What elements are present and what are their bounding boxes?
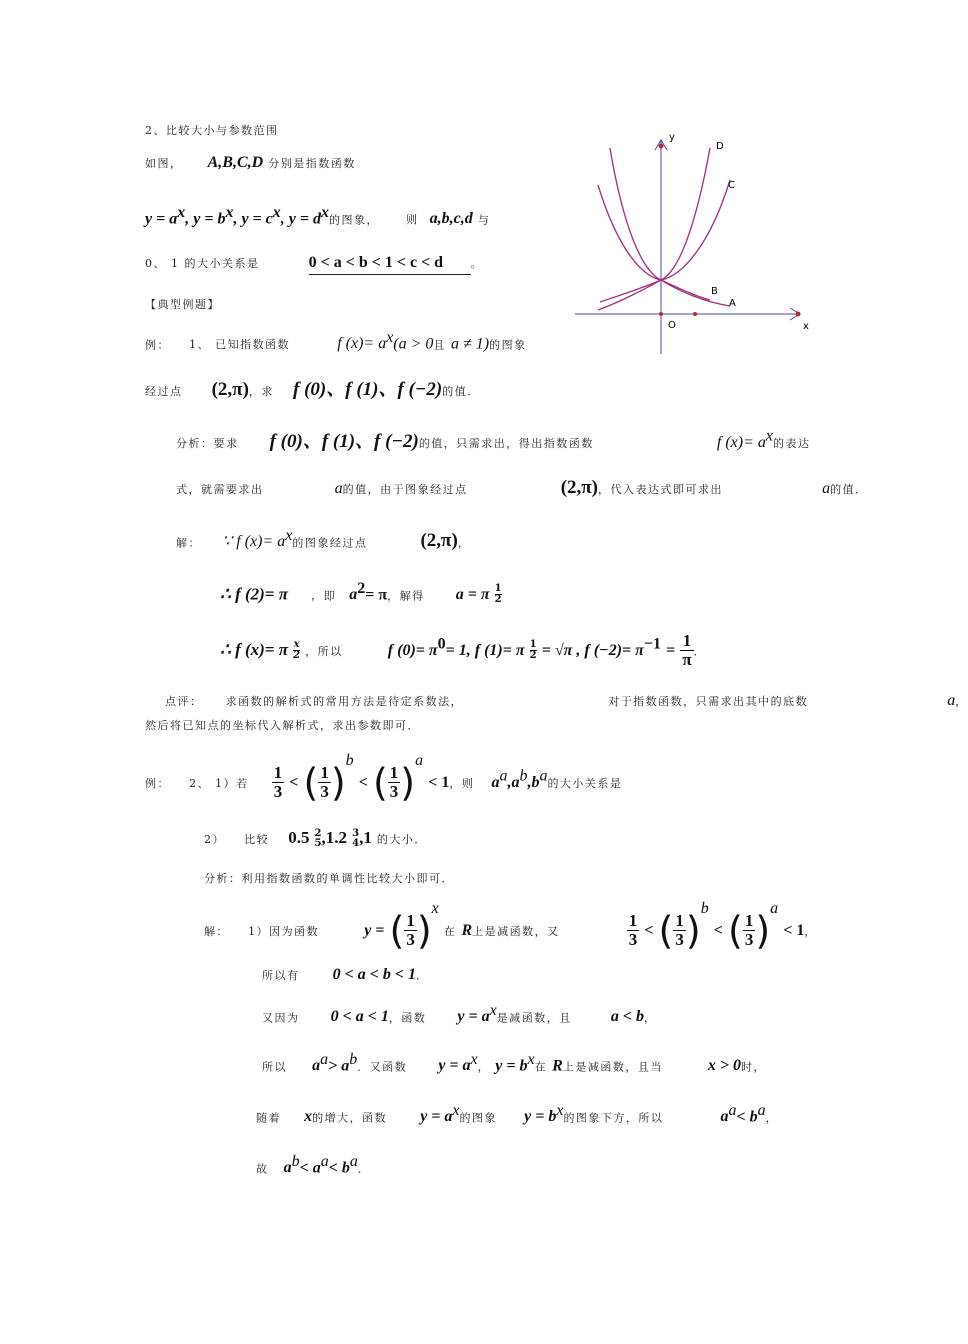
text: ．又函数 — [357, 1060, 408, 1074]
text: 所以 — [262, 1060, 287, 1074]
text: 求函数的解析式的常用方法是待定系数法， — [225, 695, 464, 708]
sup: −1 — [643, 635, 662, 653]
sup: b — [349, 1051, 358, 1068]
text: 1）因为函数 — [248, 925, 320, 938]
den: 3 — [628, 930, 638, 949]
math: a — [334, 480, 343, 497]
left-paren: ( — [658, 908, 674, 953]
den: 3 — [389, 782, 399, 801]
curve-label-c: C — [728, 180, 735, 191]
num: 1 — [529, 639, 537, 650]
unit-dot — [693, 312, 697, 316]
left-paren: ( — [728, 908, 743, 953]
sup: x — [452, 1102, 460, 1119]
sup: x — [556, 1102, 564, 1119]
text: ， — [477, 1060, 491, 1074]
sup: x — [765, 427, 774, 445]
sup: a — [539, 767, 548, 785]
x-axis-label: x — [803, 321, 809, 332]
den: 3 — [675, 930, 684, 949]
math: a — [491, 774, 500, 791]
text: ， — [457, 536, 471, 550]
text: 又因为 — [262, 1011, 300, 1025]
fraction — [404, 912, 417, 949]
math: a ≠ 1) — [451, 335, 490, 353]
line-2 — [145, 152, 356, 172]
math: ∴ f (2)= π — [220, 584, 289, 604]
num: 1 — [406, 911, 415, 930]
math: , y = c — [233, 210, 273, 228]
text: 分别是指数函数 — [268, 157, 356, 170]
num: 1 — [675, 911, 684, 930]
math: y = a — [420, 1108, 453, 1126]
solution-2-line-1 — [204, 900, 817, 953]
math: y = a — [438, 1057, 471, 1075]
math: < 1 — [428, 774, 450, 791]
text: 经过点 — [145, 385, 183, 398]
solution-line-1 — [176, 527, 470, 552]
sup: a — [499, 767, 508, 785]
sup: 0 — [437, 635, 446, 653]
text: 分析：要求 — [176, 437, 239, 450]
text: ， — [765, 1111, 779, 1125]
den: 2 — [494, 594, 502, 606]
text: ． — [357, 1162, 371, 1176]
math: a — [947, 692, 956, 709]
text: 的图象下方，所以 — [563, 1111, 664, 1125]
den: 2 — [293, 650, 301, 661]
num: 1 — [389, 763, 399, 782]
example-2-line-2 — [204, 828, 427, 849]
text: 点评： — [165, 695, 203, 708]
math: < — [713, 922, 723, 939]
text: 解： — [176, 536, 201, 550]
text: ，求 — [248, 385, 274, 398]
text: 在 — [443, 925, 457, 938]
text: 所以有 — [262, 969, 300, 982]
solution-2-line-4 — [262, 1051, 766, 1075]
sup: a — [728, 1102, 737, 1119]
text: 的图象 — [459, 1111, 498, 1125]
text: 的增大，函数 — [312, 1111, 388, 1125]
typical-examples-heading: 【典型例题】 — [145, 298, 220, 311]
sup: b — [519, 767, 528, 785]
line-3 — [145, 204, 490, 228]
num: 3 — [352, 827, 360, 839]
text: 的值，只需求出，得出指数函数 — [418, 437, 594, 450]
comment-line-1 — [165, 690, 968, 710]
math: a = π — [455, 586, 490, 604]
comment-line-2: 然后将已知点的坐标代入解析式，求出参数即可． — [145, 719, 420, 732]
text: 如图， — [145, 157, 183, 170]
y-axis-tip-dot — [659, 144, 664, 149]
math: > a — [328, 1057, 350, 1075]
sup: x — [285, 527, 293, 544]
math: f (0)= π — [387, 642, 438, 659]
sup: x — [527, 1051, 535, 1068]
origin-dot — [659, 312, 663, 316]
solution-2-line-5 — [256, 1102, 778, 1126]
sup: a — [320, 1051, 329, 1068]
math: ,b — [527, 774, 540, 791]
math: f (0)、f (1)、f (−2) — [269, 431, 419, 452]
math: x > 0 — [707, 1057, 742, 1075]
example-1-line-2 — [145, 374, 480, 401]
sup: a — [770, 900, 779, 917]
math: < b — [328, 1159, 350, 1177]
math: R — [461, 922, 473, 939]
math: (2,π) — [420, 530, 458, 552]
text: ， — [955, 695, 968, 708]
text: ，代入表达式即可求出 — [598, 483, 724, 496]
math: 0 < a < 1 — [330, 1008, 389, 1026]
math: y = a — [457, 1008, 490, 1026]
text: 的值． — [830, 483, 868, 496]
math: a,b,c,d — [429, 210, 473, 228]
den: 3 — [273, 782, 283, 801]
figure-svg — [570, 130, 820, 360]
num: 1 — [494, 583, 502, 595]
sup: x — [489, 1002, 497, 1019]
den: π — [682, 650, 692, 669]
curve-d — [610, 148, 710, 280]
left-paren: ( — [389, 908, 405, 953]
sup: x — [225, 204, 234, 221]
sup: x — [320, 204, 329, 221]
line-4 — [145, 252, 483, 275]
num: 1 — [680, 632, 693, 651]
math: ,1.2 — [321, 828, 347, 847]
math: (2,π) — [211, 379, 249, 400]
x-axis-tip-dot — [796, 312, 801, 317]
math: f (x)= a — [716, 434, 766, 451]
text: 对于指数函数，只需求出其中的底数 — [608, 695, 809, 708]
fraction — [272, 764, 285, 801]
exponent-fraction — [315, 829, 322, 849]
text: ， — [804, 925, 817, 938]
fraction — [627, 912, 640, 949]
text: 即 — [323, 589, 337, 603]
sup: a — [757, 1102, 766, 1119]
math: < — [358, 774, 368, 791]
math: ,a — [507, 774, 520, 791]
text: 的图象经过点 — [292, 536, 368, 550]
math: 0 < a < b < 1 — [332, 966, 416, 983]
math: < 1 — [783, 922, 805, 939]
math: a — [720, 1108, 729, 1126]
left-paren: ( — [303, 760, 319, 805]
section-heading: 2、比较大小与参数范围 — [145, 124, 279, 137]
text: ，则 — [449, 777, 475, 790]
exponent-fraction — [293, 640, 300, 661]
sup: x — [431, 900, 439, 917]
math: a — [349, 586, 358, 604]
right-paren: ) — [685, 908, 701, 953]
answer-blank: 0 < a < b < 1 < c < d — [309, 254, 471, 275]
den: 2 — [529, 650, 537, 661]
text: 的图象 — [489, 338, 527, 352]
analysis-line-1 — [176, 426, 811, 453]
math: = √π , f (−2)= π — [541, 642, 644, 659]
math: ∴ f (x)= π — [220, 640, 289, 659]
text: ， — [643, 1011, 657, 1025]
num: 1 — [320, 763, 329, 782]
fraction — [743, 912, 756, 949]
curve-c — [598, 180, 730, 280]
sup: a — [349, 1153, 358, 1170]
math: = 1, f (1)= π — [445, 642, 525, 659]
math: , y = d — [280, 210, 321, 228]
math: = π — [365, 586, 388, 604]
fraction — [680, 632, 693, 669]
text: 上是减函数，又 — [472, 925, 560, 938]
math: y = b — [495, 1057, 528, 1075]
sup: b — [345, 752, 354, 769]
num: 2 — [314, 827, 322, 839]
math: < a — [299, 1159, 321, 1177]
math: A,B,C,D — [207, 154, 264, 171]
math: ,1 — [359, 828, 372, 847]
text: ． — [693, 645, 707, 658]
text: 比较 — [244, 833, 270, 846]
math: < — [644, 922, 654, 939]
y-axis-label: y — [669, 132, 675, 143]
text: 。 — [470, 257, 484, 270]
exponent-fraction — [530, 640, 537, 661]
math: < b — [736, 1108, 758, 1126]
text: 例： — [145, 777, 170, 790]
num: x — [293, 639, 300, 650]
math: R — [552, 1057, 563, 1075]
solution-line-3 — [220, 632, 706, 669]
text: 例： — [145, 338, 170, 352]
text: 的值，由于图象经过点 — [342, 483, 468, 496]
math: 0.5 — [288, 828, 310, 847]
text: 随着 — [256, 1111, 281, 1125]
text: ， — [311, 589, 324, 603]
text: 的值． — [442, 385, 480, 398]
analysis-line-2 — [176, 477, 868, 499]
exponent-fraction — [495, 584, 502, 605]
text: 0、 1 的大小关系是 — [145, 257, 260, 270]
text: 的大小关系是 — [547, 777, 623, 790]
text: 的大小． — [376, 833, 427, 846]
text: 与 — [477, 213, 491, 227]
text: 上是减函数，且当 — [562, 1060, 663, 1074]
den: 3 — [320, 782, 329, 801]
math: x — [304, 1108, 313, 1126]
sup: b — [291, 1153, 300, 1170]
math: ∵ f (x)= a — [222, 533, 286, 551]
text: 2、 1）若 — [189, 777, 249, 790]
text: 时， — [741, 1060, 767, 1074]
text: ，解得 — [387, 589, 425, 603]
text: 2） — [204, 833, 225, 846]
den: 5 — [314, 837, 322, 849]
sup: x — [177, 204, 186, 221]
left-paren: ( — [372, 760, 388, 805]
text: ，所以 — [305, 645, 343, 658]
origin-label: O — [668, 320, 676, 331]
text: ，函数 — [388, 1011, 427, 1025]
den: 3 — [406, 930, 415, 949]
right-paren: ) — [330, 760, 346, 805]
curve-label-d: D — [716, 141, 724, 152]
example-2-line-1 — [145, 752, 622, 805]
math: f (x)= a — [337, 335, 387, 353]
math: y = b — [524, 1108, 557, 1126]
right-paren: ) — [416, 908, 432, 953]
math: , y = b — [185, 210, 226, 228]
exponential-curves-figure — [570, 130, 820, 364]
text: 解： — [204, 925, 229, 938]
num: 1 — [744, 911, 754, 930]
text: 的图象， — [328, 213, 379, 227]
text: 则 — [406, 213, 419, 227]
sup: b — [700, 900, 709, 917]
fraction — [318, 764, 331, 801]
curve-label-b: B — [711, 286, 718, 297]
sup: x — [470, 1051, 478, 1068]
math: = — [666, 642, 676, 659]
fraction — [673, 912, 686, 949]
math: a — [283, 1159, 292, 1177]
den: 4 — [352, 837, 360, 849]
math: (2,π) — [560, 477, 599, 498]
text: ． — [415, 969, 429, 982]
den: 3 — [744, 930, 754, 949]
text: 式，就需要求出 — [176, 483, 264, 496]
sup: x — [386, 329, 394, 346]
right-paren: ) — [755, 908, 771, 953]
math: a — [312, 1057, 321, 1075]
math: a — [822, 480, 831, 497]
text: 故 — [256, 1162, 269, 1176]
math: < — [289, 774, 299, 791]
math: f (0)、f (1)、f (−2) — [293, 379, 443, 400]
text: 1、 已知指数函数 — [189, 338, 291, 352]
text: 的表达 — [773, 437, 811, 450]
math: a < b — [610, 1008, 644, 1026]
num: 1 — [628, 911, 638, 930]
solution-2-line-2 — [262, 964, 428, 984]
example-1-line-1 — [145, 329, 527, 353]
fraction — [388, 764, 401, 801]
text: 且 — [433, 338, 446, 352]
sup: a — [415, 752, 424, 769]
sup: 2 — [357, 580, 366, 597]
sup: a — [320, 1153, 329, 1170]
solution-2-line-6 — [256, 1153, 370, 1177]
text: 在 — [534, 1060, 548, 1074]
num: 1 — [273, 763, 283, 782]
math: y = — [364, 922, 385, 939]
solution-line-2 — [220, 580, 502, 605]
curve-label-a: A — [729, 298, 736, 309]
analysis-2: 分析：利用指数函数的单调性比较大小即可． — [204, 872, 454, 885]
sup: x — [272, 204, 281, 221]
text: 是减函数，且 — [496, 1011, 572, 1025]
solution-2-line-3 — [262, 1002, 656, 1026]
right-paren: ) — [400, 760, 416, 805]
math: (a > 0 — [393, 335, 434, 353]
math: y = a — [145, 210, 178, 228]
